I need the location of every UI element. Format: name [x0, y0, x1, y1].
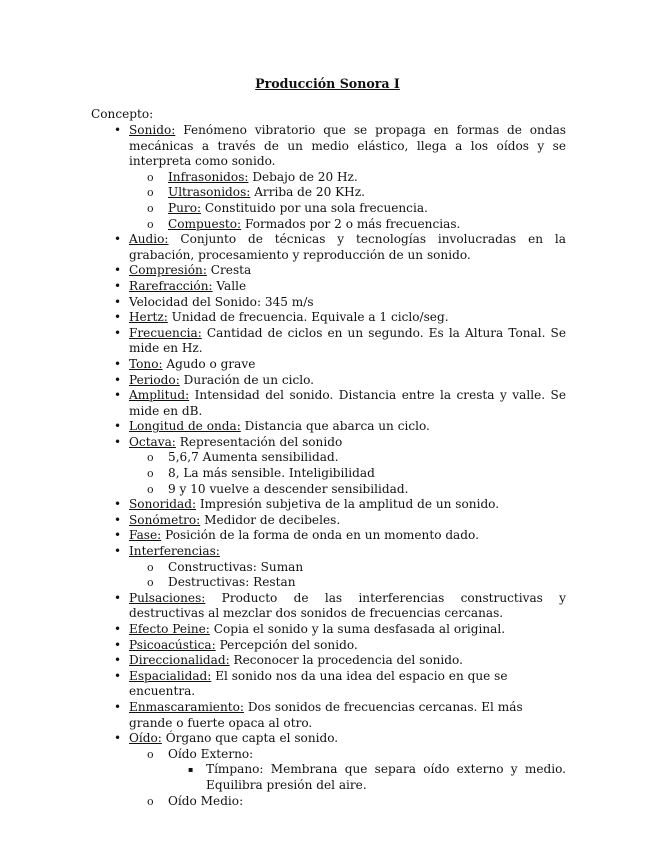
- definition-text: Distancia que abarca un ciclo.: [240, 419, 430, 434]
- list-item: [0, 263, 566, 279]
- definition-text: Constituido por una sola frecuencia.: [201, 200, 428, 215]
- bullet-icon: •: [114, 123, 122, 137]
- definition-text: Conjunto de técnicas y tecnologías involucradas en la grabación, procesamiento y reproducción de un sonido.: [129, 232, 566, 262]
- definition-text: Fenómeno vibratorio que se propaga en formas de ondas mecánicas a través de un medio elástico, llega a los oídos y se interpreta como sonido.: [129, 123, 566, 169]
- term-label: Audio:: [129, 232, 169, 247]
- sub-list: [168, 762, 566, 793]
- term-label: Octava:: [129, 434, 176, 449]
- bullet-icon: o: [147, 560, 154, 574]
- bullet-icon: •: [114, 497, 122, 512]
- bullet-icon: o: [147, 747, 154, 761]
- sub-list: [129, 450, 566, 497]
- definition-text: Posición de la forma de onda en un momento dado.: [161, 528, 479, 543]
- definition-text: Valle: [212, 278, 247, 293]
- definition-text: Impresión subjetiva de la amplitud de un sonido.: [196, 497, 500, 512]
- bullet-icon: •: [114, 388, 122, 403]
- definition-text: Tímpano: Membrana que separa oído externo y medio. Equilibra presión del aire.: [206, 762, 566, 792]
- bullet-icon: o: [147, 451, 154, 465]
- term-label: Infrasonidos:: [168, 169, 249, 184]
- bullet-icon: •: [114, 372, 122, 387]
- definition-text: Formados por 2 o más frecuencias.: [241, 216, 461, 231]
- bullet-icon: •: [114, 699, 122, 714]
- definition-text: El sonido nos da una idea del espacio en que se encuentra.: [129, 668, 508, 699]
- definition-text: Reconocer la procedencia del sonido.: [229, 653, 463, 668]
- list-item: [129, 185, 566, 201]
- definition-text: Velocidad del Sonido: 345 m/s: [129, 294, 314, 309]
- list-item: [0, 731, 566, 809]
- bullet-icon: o: [147, 794, 154, 808]
- term-label: Compuesto:: [168, 216, 242, 231]
- definition-text: Copia el sonido y la suma desfasada al original.: [209, 622, 506, 636]
- list-item: [0, 279, 566, 295]
- bullet-icon: •: [114, 668, 122, 683]
- list-item: [0, 653, 566, 669]
- bullet-icon: •: [114, 512, 122, 527]
- list-item: [129, 560, 566, 576]
- term-label: Hertz:: [129, 310, 168, 325]
- bullet-icon: •: [114, 590, 122, 605]
- definition-text: Destructivas: Restan: [168, 575, 296, 590]
- list-item: [0, 544, 566, 591]
- list-item: [0, 497, 566, 513]
- term-label: Tono:: [129, 356, 163, 371]
- list-item: [129, 794, 566, 810]
- bullet-icon: o: [147, 217, 154, 231]
- list-item: [129, 482, 566, 498]
- term-label: Enmascaramiento:: [129, 699, 244, 714]
- bullet-icon: •: [114, 434, 122, 449]
- definition-text: Producto de las interferencias constructivas y destructivas al mezclar dos sonidos de frecuencias cercanas.: [129, 590, 566, 621]
- definition-text: Unidad de frecuencia. Equivale a 1 ciclo/seg.: [167, 310, 449, 325]
- list-item: [129, 450, 566, 466]
- definition-text: Cantidad de ciclos en un segundo. Es la Altura Tonal. Se mide en Hz.: [129, 325, 566, 356]
- term-label: Ultrasonidos:: [168, 185, 251, 200]
- definition-text: 5,6,7 Aumenta sensibilidad.: [168, 450, 339, 465]
- list-item: [0, 528, 566, 544]
- term-label: Sonido:: [129, 123, 176, 137]
- list-item: [0, 669, 566, 700]
- term-label: Fase:: [129, 528, 162, 543]
- term-label: Sonómetro:: [129, 512, 201, 527]
- list-item: [0, 357, 566, 373]
- term-label: Interferencias:: [129, 544, 220, 559]
- list-item: [0, 295, 566, 311]
- concept-label: Concepto:: [91, 107, 154, 121]
- bullet-icon: o: [147, 170, 154, 184]
- bullet-icon: •: [114, 294, 122, 309]
- bullet-icon: •: [114, 263, 122, 278]
- term-label: Compresión:: [129, 263, 207, 278]
- definition-text: 8, La más sensible. Inteligibilidad: [168, 466, 375, 481]
- bullet-icon: •: [114, 731, 122, 746]
- list-item: [0, 513, 566, 529]
- list-item: [0, 232, 566, 263]
- term-label: Sonoridad:: [129, 497, 197, 512]
- bullet-icon: ▪: [188, 765, 194, 775]
- term-label: Rarefracción:: [129, 278, 213, 293]
- list-item: [0, 123, 566, 232]
- list-item: [168, 762, 566, 793]
- list-item: [129, 201, 566, 217]
- definition-text: Arriba de 20 KHz.: [250, 185, 365, 200]
- bullet-icon: •: [114, 622, 122, 636]
- bullet-icon: o: [147, 201, 154, 215]
- definition-text: 9 y 10 vuelve a descender sensibilidad.: [168, 481, 409, 496]
- definition-text: Duración de un ciclo.: [179, 372, 315, 387]
- list-item: [0, 419, 566, 435]
- sub-list: [129, 170, 566, 232]
- definition-text: Órgano que capta el sonido.: [161, 731, 339, 746]
- bullet-icon: •: [114, 419, 122, 434]
- bullet-icon: o: [147, 576, 154, 590]
- concept-list: [0, 123, 566, 809]
- list-item: [129, 575, 566, 591]
- list-item: [129, 217, 566, 233]
- definition-text: Representación del sonido: [175, 434, 343, 449]
- term-label: Efecto Peine:: [129, 622, 210, 636]
- term-label: Puro:: [168, 200, 202, 215]
- definition-text: Medidor de decibeles.: [200, 512, 341, 527]
- page-title: Producción Sonora I: [255, 76, 400, 91]
- bullet-icon: •: [114, 232, 122, 247]
- bullet-icon: •: [114, 653, 122, 668]
- list-item: [129, 170, 566, 186]
- list-item: [0, 435, 566, 497]
- sub-list: [129, 747, 566, 809]
- list-item: [0, 700, 566, 731]
- term-label: Oído:: [129, 731, 162, 746]
- definition-text: Cresta: [206, 263, 252, 278]
- bullet-icon: •: [114, 356, 122, 371]
- definition-text: Oído Externo:: [168, 746, 254, 761]
- definition-text: Dos sonidos de frecuencias cercanas. El más grande o fuerte opaca al otro.: [129, 699, 523, 730]
- term-label: Espacialidad:: [129, 668, 212, 683]
- bullet-icon: o: [147, 482, 154, 496]
- term-label: Frecuencia:: [129, 325, 202, 340]
- list-item: [129, 466, 566, 482]
- definition-text: Agudo o grave: [162, 356, 256, 371]
- bullet-icon: •: [114, 544, 122, 559]
- definition-text: Percepción del sonido.: [215, 637, 358, 652]
- definition-text: Debajo de 20 Hz.: [248, 169, 358, 184]
- list-item: [0, 638, 566, 654]
- list-item: [129, 747, 566, 794]
- list-item: [0, 326, 566, 357]
- term-label: Direccionalidad:: [129, 653, 230, 668]
- definition-text: Intensidad del sonido. Distancia entre la cresta y valle. Se mide en dB.: [129, 388, 566, 418]
- bullet-icon: •: [114, 325, 122, 340]
- term-label: Periodo:: [129, 372, 180, 387]
- term-label: Longitud de onda:: [129, 419, 241, 434]
- bullet-icon: •: [114, 278, 122, 293]
- bullet-icon: •: [114, 528, 122, 543]
- definition-text: Constructivas: Suman: [168, 559, 304, 574]
- term-label: Amplitud:: [129, 388, 190, 403]
- definition-text: Oído Medio:: [168, 793, 244, 808]
- bullet-icon: •: [114, 637, 122, 652]
- list-item: [0, 388, 566, 419]
- bullet-icon: •: [114, 310, 122, 325]
- bullet-icon: o: [147, 467, 154, 481]
- term-label: Pulsaciones:: [129, 590, 206, 605]
- term-label: Psicoacústica:: [129, 637, 216, 652]
- list-item: [0, 591, 566, 622]
- list-item: [0, 373, 566, 389]
- list-item: [0, 310, 566, 326]
- bullet-icon: o: [147, 186, 154, 200]
- list-item: [0, 622, 566, 638]
- sub-list: [129, 560, 566, 591]
